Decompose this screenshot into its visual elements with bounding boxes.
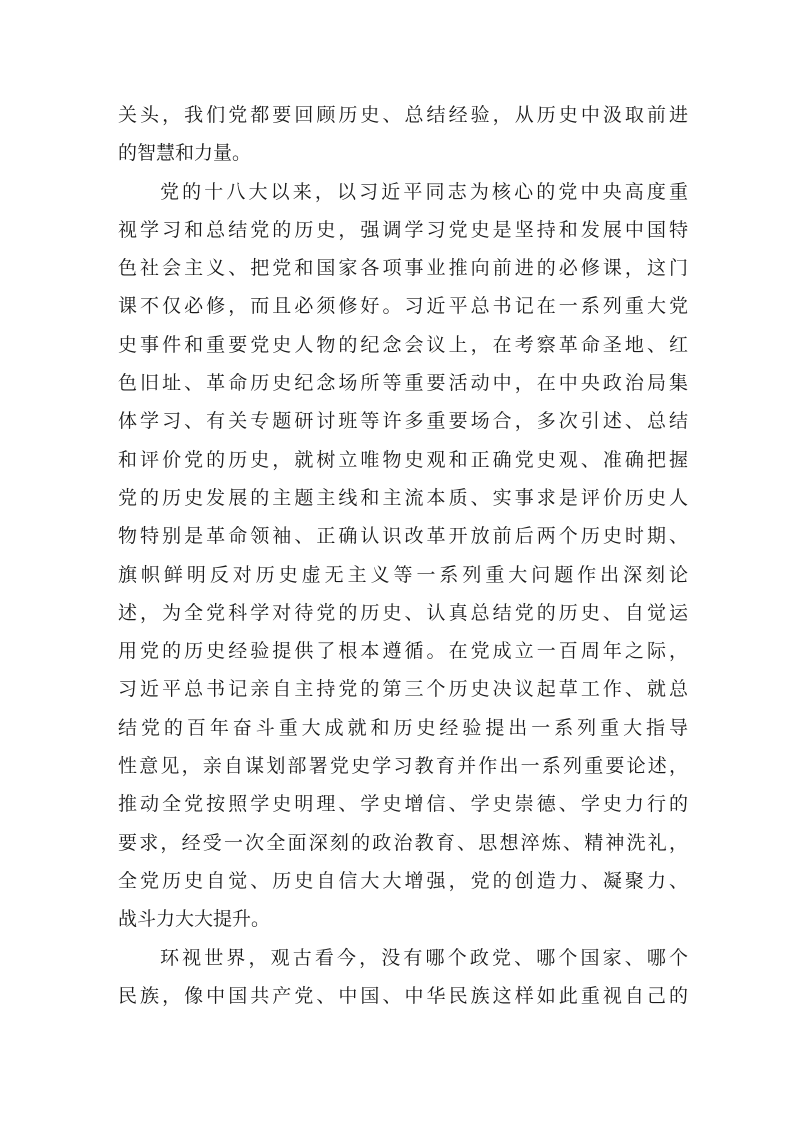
text-line: 战斗力大大提升。 bbox=[118, 908, 271, 931]
text-line: 民族，像中国共产党、中国、中华民族这样如此重视自己的 bbox=[118, 984, 688, 1007]
text-line: 和评价党的历史，就树立唯物史观和正确党史观、准确把握 bbox=[118, 448, 688, 471]
text-line: 环视世界，观古看今，没有哪个政党、哪个国家、哪个 bbox=[160, 946, 688, 969]
text-line: 用党的历史经验提供了根本遵循。在党成立一百周年之际， bbox=[118, 640, 688, 663]
text-line: 述，为全党科学对待党的历史、认真总结党的历史、自觉运 bbox=[118, 601, 688, 624]
text-line: 习近平总书记亲自主持党的第三个历史决议起草工作、就总 bbox=[118, 678, 688, 701]
text-line: 性意见，亲自谋划部署党史学习教育并作出一系列重要论述， bbox=[118, 755, 688, 778]
text-line: 物特别是革命领袖、正确认识改革开放前后两个历史时期、 bbox=[118, 525, 688, 548]
text-line: 史事件和重要党史人物的纪念会议上，在考察革命圣地、红 bbox=[118, 333, 688, 356]
text-line: 色社会主义、把党和国家各项事业推向前进的必修课，这门 bbox=[118, 257, 688, 280]
text-line: 的智慧和力量。 bbox=[118, 142, 252, 165]
text-line: 色旧址、革命历史纪念场所等重要活动中，在中央政治局集 bbox=[118, 372, 688, 395]
text-line: 旗帜鲜明反对历史虚无主义等一系列重大问题作出深刻论 bbox=[118, 563, 688, 586]
text-line: 推动全党按照学史明理、学史增信、学史崇德、学史力行的 bbox=[118, 793, 688, 816]
text-line: 党的历史发展的主题主线和主流本质、实事求是评价历史人 bbox=[118, 486, 688, 509]
text-line: 党的十八大以来，以习近平同志为核心的党中央高度重 bbox=[160, 180, 688, 203]
text-line: 关头，我们党都要回顾历史、总结经验，从历史中汲取前进 bbox=[118, 104, 688, 126]
text-line: 结党的百年奋斗重大成就和历史经验提出一系列重大指导 bbox=[118, 716, 688, 739]
text-line: 全党历史自觉、历史自信大大增强，党的创造力、凝聚力、 bbox=[118, 869, 688, 892]
text-line: 课不仅必修，而且必须修好。习近平总书记在一系列重大党 bbox=[118, 295, 688, 318]
text-line: 体学习、有关专题研讨班等许多重要场合，多次引述、总结 bbox=[118, 410, 688, 433]
text-line: 视学习和总结党的历史，强调学习党史是坚持和发展中国特 bbox=[118, 218, 688, 241]
text-line: 要求，经受一次全面深刻的政治教育、思想淬炼、精神洗礼， bbox=[118, 831, 688, 854]
document-body bbox=[118, 96, 688, 1015]
